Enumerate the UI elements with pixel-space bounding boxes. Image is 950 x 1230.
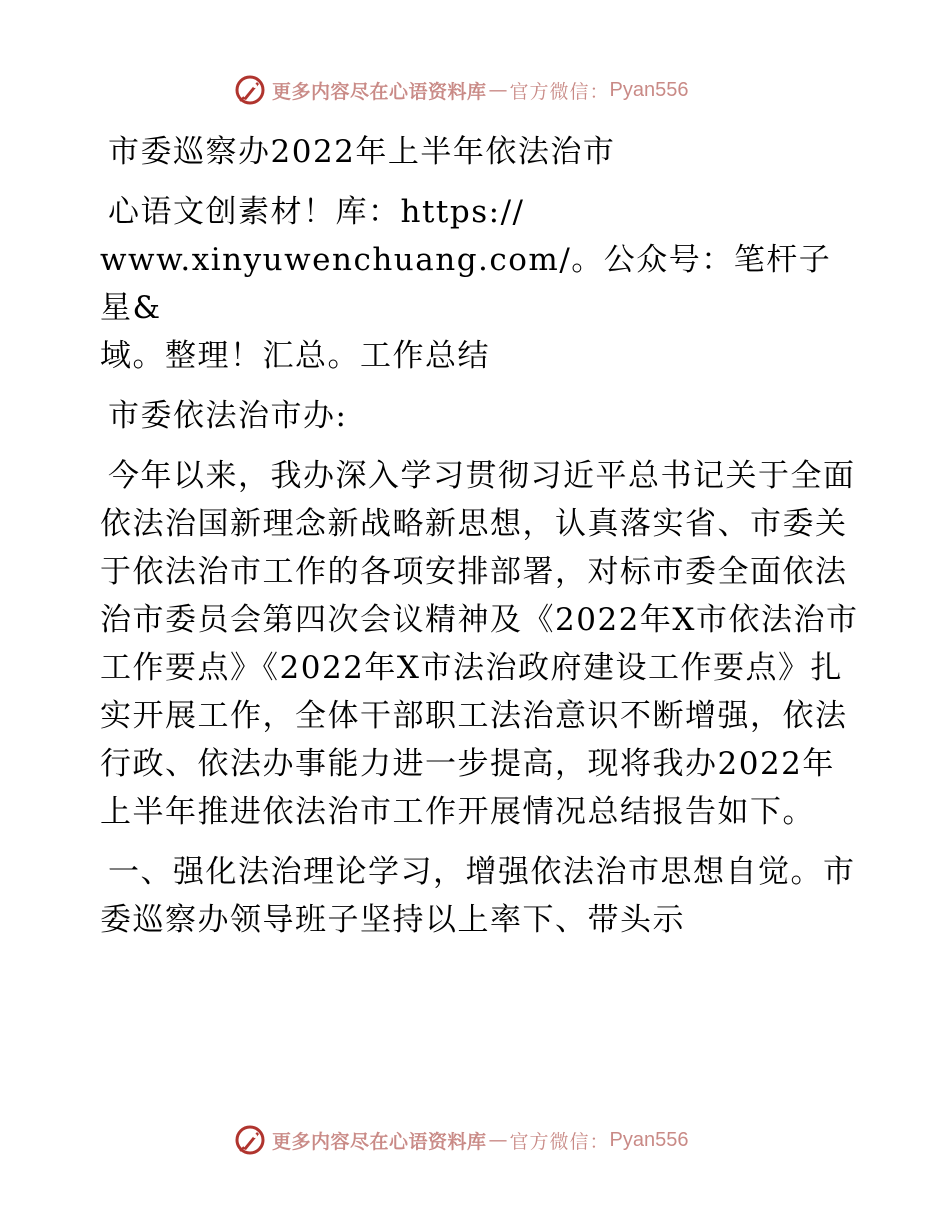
banner-account-id: Pyan556 [609, 78, 689, 101]
source-note [100, 188, 860, 380]
source-line-2: www.xinyuwenchuang.com/。公众号：笔杆子星& [100, 242, 832, 326]
quill-pen-emblem-icon [234, 74, 266, 106]
banner-main-text: 更多内容尽在心语资料库 [272, 80, 487, 103]
footer-banner [234, 1123, 689, 1157]
source-line-3: 域。整理！汇总。工作总结 [100, 338, 490, 374]
header-banner [234, 73, 689, 107]
footer-account-id: Pyan556 [609, 1128, 689, 1151]
footer-main-text: 更多内容尽在心语资料库 [272, 1130, 487, 1153]
section-heading-1: 一、强化法治理论学习，增强依法治市思想自觉。市委巡察办领导班子坚持以上率下、带头示 [100, 854, 856, 938]
source-line-1: 心语文创素材！库：https:// [108, 194, 525, 230]
document-title: 市委巡察办2022年上半年依法治市 [108, 134, 616, 170]
salutation: 市委依法治市办: [108, 398, 348, 434]
footer-account-label: 官方微信： [509, 1130, 610, 1153]
banner-separator: — [488, 79, 508, 101]
quill-pen-emblem-icon [234, 1124, 266, 1156]
paragraph-intro: 今年以来，我办深入学习贯彻习近平总书记关于全面依法治国新理念新战略新思想，认真落实省、市委关于依法治市工作的各项安排部署，对标市委全面依法治市委员会第四次会议精神及《2022年X市依法治市工作要点》《2022年X市法治政府建设工作要点》扎实开展工作，全体干部职工法治意识不断增强，依法行政、依法办事能力进一步提高，现将我办2022年上半年推进依法治市工作开展情况总结报告如下。 [100, 458, 859, 830]
document-body [100, 124, 860, 944]
banner-account-label: 官方微信： [509, 80, 610, 103]
footer-separator: — [488, 1129, 508, 1151]
